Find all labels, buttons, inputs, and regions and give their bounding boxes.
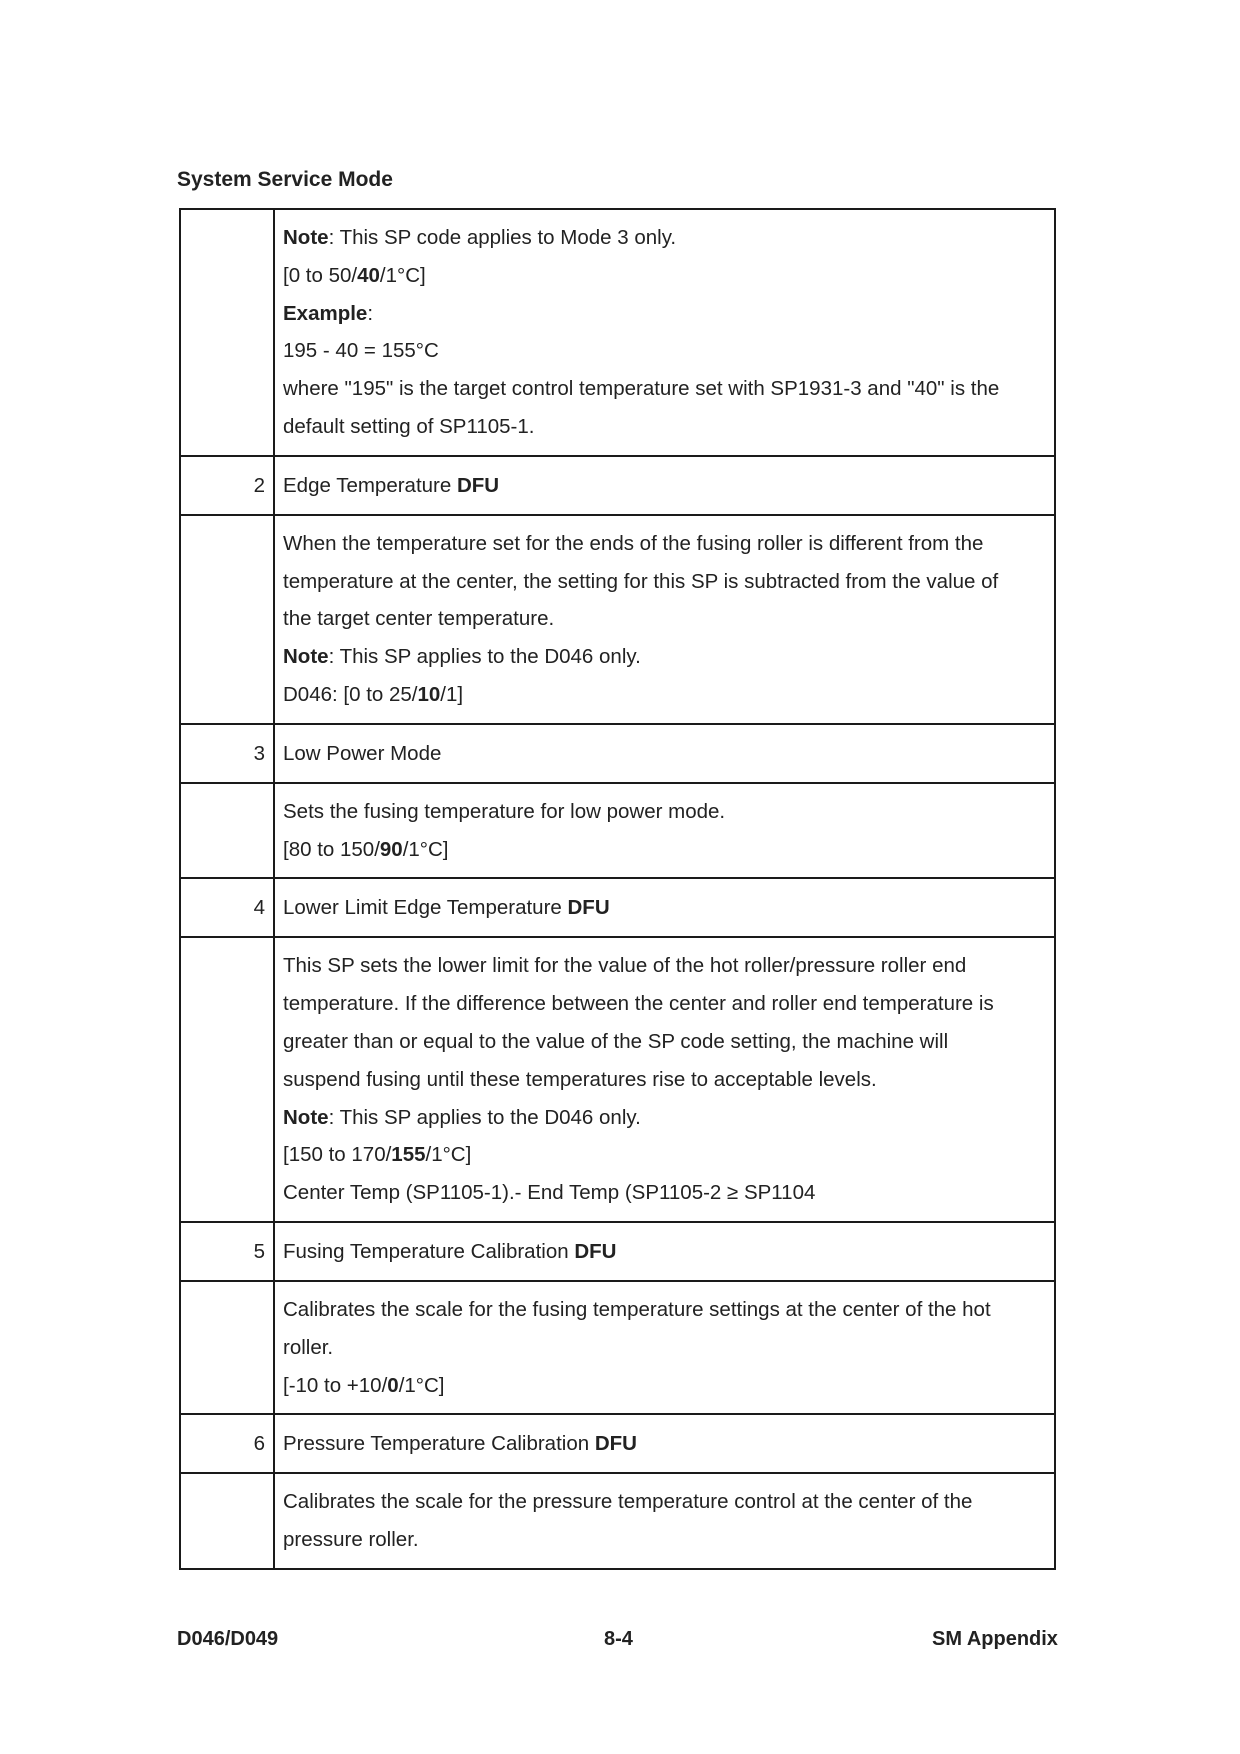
desc-line: Calibrates the scale for the pressure temperature control at the center of the (283, 1490, 973, 1514)
table-row (180, 724, 1055, 783)
desc-line: Calibrates the scale for the fusing temperature settings at the center of the hot (283, 1297, 991, 1321)
range-line (283, 257, 1044, 295)
desc-line: temperature. If the difference between the center and roller end temperature is (283, 992, 994, 1016)
range-line (283, 1136, 1044, 1174)
table-row (180, 456, 1055, 515)
sp-number-cell (180, 515, 274, 724)
sp-title-cell: Low Power Mode (274, 724, 1055, 783)
sp-number-cell (180, 1473, 274, 1569)
range-suffix: /1°C] (398, 1373, 445, 1397)
sp-description-cell (274, 937, 1055, 1222)
sp-title-cell (274, 1414, 1055, 1473)
range-prefix: [0 to 50/ (283, 263, 358, 287)
sp-number-cell: 6 (180, 1414, 274, 1473)
note-label: Note (283, 645, 329, 669)
range-suffix: /1°C] (379, 263, 426, 287)
note-line (283, 1099, 1044, 1137)
desc-line: the target center temperature. (283, 607, 555, 631)
sp-description-cell (274, 783, 1055, 879)
sp-number-cell: 4 (180, 878, 274, 937)
sp-number-cell (180, 783, 274, 879)
sp-title: Edge Temperature (283, 473, 457, 497)
sp-table (179, 208, 1056, 1570)
note-label: Note (283, 226, 329, 249)
sp-description-cell (274, 1473, 1055, 1569)
note-text: : This SP applies to the D046 only. (328, 1105, 641, 1129)
desc-line: When the temperature set for the ends of the fusing roller is different from the (283, 531, 984, 555)
desc-line: roller. (283, 1335, 334, 1359)
sp-number-cell: 2 (180, 456, 274, 515)
note-line (283, 219, 1044, 257)
sp-title: Pressure Temperature Calibration (283, 1432, 595, 1456)
desc-line: default setting of SP1105-1. (283, 414, 535, 438)
range-suffix: /1°C] (425, 1143, 472, 1167)
sp-title-cell (274, 878, 1055, 937)
table-row (180, 515, 1055, 724)
range-prefix: [150 to 170/ (283, 1143, 392, 1167)
example-colon: : (367, 301, 374, 325)
table-row (180, 1473, 1055, 1569)
sp-description-cell (274, 209, 1055, 456)
calc-line: 195 - 40 = 155°C (283, 339, 439, 363)
sp-title-cell (274, 456, 1055, 515)
range-default: 10 (417, 682, 441, 706)
desc-line: pressure roller. (283, 1528, 419, 1552)
note-line (283, 638, 1044, 676)
footer-section: SM Appendix (932, 1628, 1058, 1650)
desc-line: where "195" is the target control temperature set with SP1931-3 and "40" is the (283, 377, 1000, 401)
sp-number-cell: 3 (180, 724, 274, 783)
sp-title: Fusing Temperature Calibration (283, 1239, 575, 1263)
desc-line: Sets the fusing temperature for low power mode. (283, 799, 726, 823)
dfu-flag: DFU (567, 896, 610, 920)
range-default: 90 (379, 837, 403, 861)
range-default: 40 (357, 263, 380, 287)
desc-line: This SP sets the lower limit for the value of the hot roller/pressure roller end (283, 954, 967, 978)
range-prefix: D046: [0 to 25/ (283, 682, 418, 706)
range-prefix: [80 to 150/ (283, 837, 380, 861)
dfu-flag: DFU (594, 1432, 637, 1456)
section-title: System Service Mode (177, 168, 393, 191)
sp-title: Lower Limit Edge Temperature (283, 896, 568, 920)
range-line (283, 831, 1044, 869)
range-suffix: /1°C] (402, 837, 449, 861)
range-default: 0 (387, 1373, 399, 1397)
sp-title-cell (274, 1222, 1055, 1281)
sp-number-cell (180, 1281, 274, 1414)
dfu-flag: DFU (456, 473, 500, 497)
sp-number-cell (180, 937, 274, 1222)
note-label: Note (283, 1105, 329, 1129)
dfu-flag: DFU (574, 1239, 617, 1263)
desc-line: suspend fusing until these temperatures rise to acceptable levels. (283, 1067, 877, 1091)
footer-model: D046/D049 (177, 1628, 279, 1650)
range-default: 155 (391, 1143, 426, 1167)
desc-line: temperature at the center, the setting for this SP is subtracted from the value of (283, 569, 999, 593)
note-text: : This SP applies to the D046 only. (328, 645, 641, 669)
table-row (180, 209, 1055, 456)
table-row (180, 1281, 1055, 1414)
range-suffix: /1] (440, 682, 464, 706)
formula-line: Center Temp (SP1105-1).- End Temp (SP1105-2 ≥ SP1104 (283, 1181, 816, 1205)
desc-line: greater than or equal to the value of the SP code setting, the machine will (283, 1029, 949, 1053)
range-prefix: [-10 to +10/ (283, 1373, 388, 1397)
note-text: : This SP code applies to Mode 3 only. (328, 226, 677, 249)
footer-page-number: 8-4 (604, 1628, 633, 1650)
sp-number-cell (180, 209, 274, 456)
sp-description-cell (274, 515, 1055, 724)
table-row (180, 937, 1055, 1222)
example-line (283, 295, 1044, 333)
example-label: Example (283, 301, 368, 325)
table-row (180, 1414, 1055, 1473)
range-line (283, 1367, 1044, 1405)
sp-description-cell (274, 1281, 1055, 1414)
range-line (283, 676, 1044, 714)
sp-number-cell: 5 (180, 1222, 274, 1281)
table-row (180, 1222, 1055, 1281)
table-row (180, 783, 1055, 879)
table-row (180, 878, 1055, 937)
